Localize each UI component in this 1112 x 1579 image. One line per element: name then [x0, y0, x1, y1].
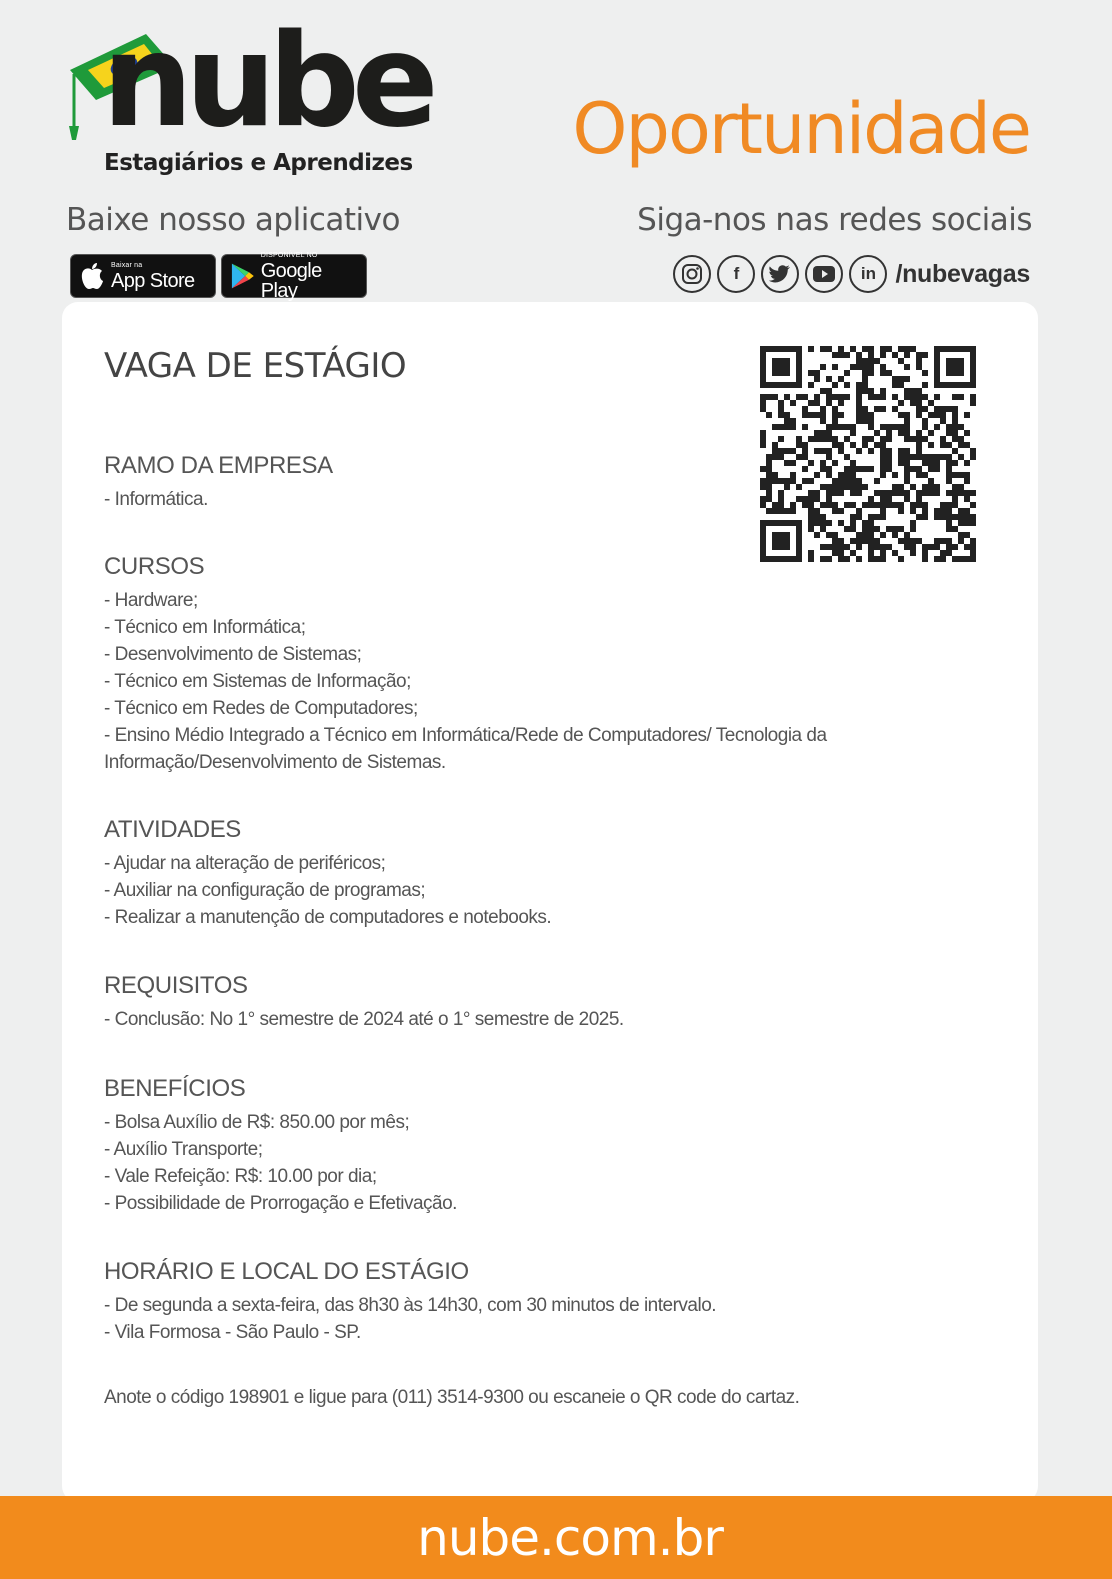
job-card	[62, 302, 1038, 1502]
facebook-icon[interactable]: f	[717, 255, 755, 293]
social-links	[673, 254, 1030, 294]
logo-wordmark: nube	[102, 7, 431, 156]
section-line: - Conclusão: No 1° semestre de 2024 até o 1° semestre de 2025.	[104, 1009, 624, 1030]
linkedin-icon[interactable]: in	[849, 255, 887, 293]
contact-note: Anote o código 198901 e ligue para (011) 3514-9300 ou escaneie o QR code do cartaz.	[104, 1387, 800, 1408]
section-line: - Auxílio Transporte;	[104, 1139, 263, 1160]
section-line: - Informática.	[104, 489, 208, 510]
poster-header	[0, 0, 1112, 300]
google-play-label: Google Play	[260, 259, 322, 302]
section-line: - Possibilidade de Prorrogação e Efetivação.	[104, 1193, 457, 1214]
logo-subtitle: Estagiários e Aprendizes	[104, 150, 413, 176]
section-heading: ATIVIDADES	[104, 816, 241, 843]
apple-icon	[79, 261, 105, 291]
section-requisitos	[104, 972, 984, 1033]
section-line: - Vila Formosa - São Paulo - SP.	[104, 1322, 361, 1343]
section-heading: REQUISITOS	[104, 972, 248, 999]
section-ramo	[104, 452, 984, 513]
app-download-title: Baixe nosso aplicativo	[66, 202, 400, 238]
section-atividades	[104, 816, 984, 931]
section-cursos	[104, 553, 984, 776]
app-store-button[interactable]	[70, 254, 216, 298]
youtube-icon[interactable]	[805, 255, 843, 293]
section-line: Informação/Desenvolvimento de Sistemas.	[104, 752, 446, 773]
section-line: - Ajudar na alteração de periféricos;	[104, 853, 386, 874]
section-line: - Bolsa Auxílio de R$: 850.00 por mês;	[104, 1112, 410, 1133]
google-play-small-label: DISPONÍVEL NO	[260, 251, 318, 259]
headline: Oportunidade	[572, 88, 1030, 170]
section-line: - Técnico em Redes de Computadores;	[104, 698, 418, 719]
section-line: - Desenvolvimento de Sistemas;	[104, 644, 362, 665]
section-heading: CURSOS	[104, 553, 205, 580]
section-heading: BENEFÍCIOS	[104, 1075, 246, 1102]
job-title: VAGA DE ESTÁGIO	[104, 346, 407, 386]
section-line: - Técnico em Informática;	[104, 617, 306, 638]
google-play-button[interactable]	[221, 251, 367, 302]
section-line: - Realizar a manutenção de computadores e notebooks.	[104, 907, 552, 928]
website-link[interactable]: nube.com.br	[417, 1508, 723, 1567]
social-title: Siga-nos nas redes sociais	[637, 202, 1032, 238]
section-line: - Ensino Médio Integrado a Técnico em Informática/Rede de Computadores/ Tecnologia da	[104, 725, 827, 746]
instagram-icon[interactable]	[673, 255, 711, 293]
nube-logo	[62, 7, 431, 186]
section-line: - Hardware;	[104, 590, 198, 611]
app-store-label: App Store	[111, 269, 195, 292]
section-line: - Técnico em Sistemas de Informação;	[104, 671, 411, 692]
google-play-icon	[230, 261, 255, 291]
section-heading: RAMO DA EMPRESA	[104, 452, 333, 479]
footer-bar	[0, 1496, 1112, 1579]
section-horario-local	[104, 1258, 984, 1346]
section-line: - Auxiliar na configuração de programas;	[104, 880, 426, 901]
section-beneficios	[104, 1075, 984, 1217]
section-line: - Vale Refeição: R$: 10.00 por dia;	[104, 1166, 377, 1187]
social-handle[interactable]: /nubevagas	[895, 259, 1030, 288]
section-heading: HORÁRIO E LOCAL DO ESTÁGIO	[104, 1258, 469, 1285]
twitter-icon[interactable]	[761, 255, 799, 293]
section-line: - De segunda a sexta-feira, das 8h30 às 14h30, com 30 minutos de intervalo.	[104, 1295, 717, 1316]
app-store-small-label: Baixar na	[111, 261, 143, 269]
